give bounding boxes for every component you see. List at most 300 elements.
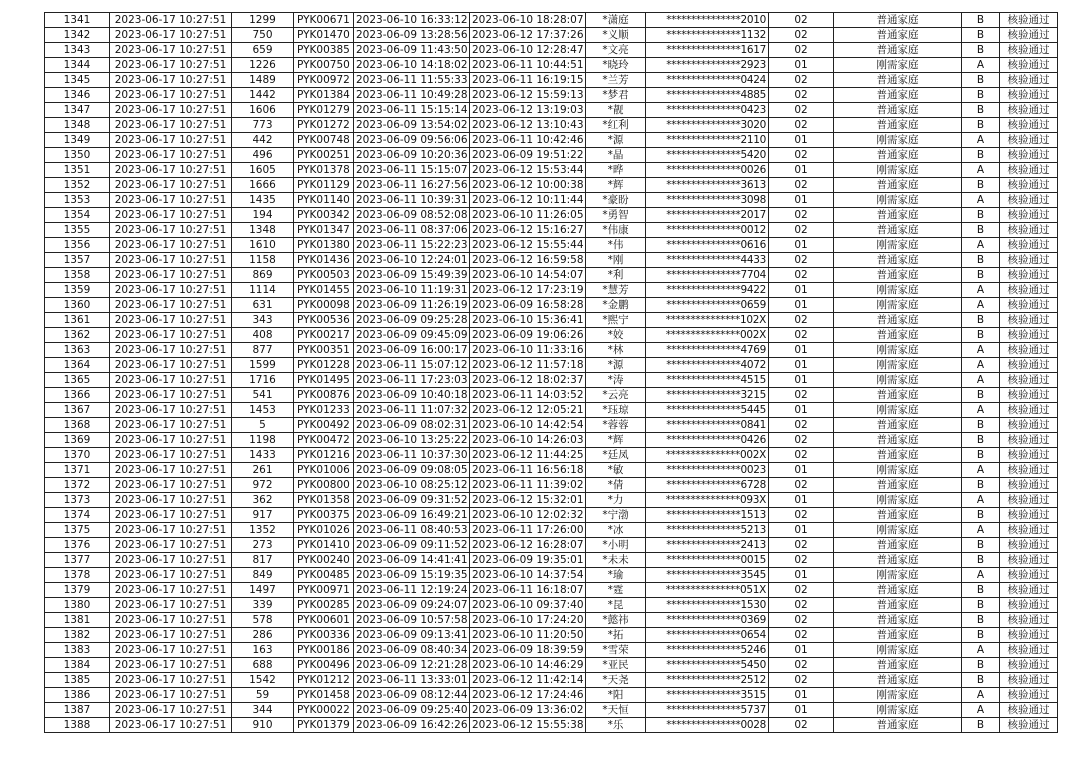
lottery-number-cell: 1606 (232, 103, 294, 118)
table-row (45, 28, 1058, 43)
id-number-cell: ***************1617 (646, 43, 769, 58)
review-time-cell: 2023-06-12 11:42:14 (470, 673, 586, 688)
applicant-name-cell: *辉 (586, 178, 646, 193)
draw-time-cell: 2023-06-17 10:27:51 (110, 223, 232, 238)
family-type-cell: 普通家庭 (834, 13, 962, 28)
verify-status-cell: 核验通过 (1000, 178, 1058, 193)
lottery-number-cell: 1442 (232, 88, 294, 103)
table-row (45, 508, 1058, 523)
application-id-cell: PYK00496 (294, 658, 354, 673)
verify-status-cell: 核验通过 (1000, 358, 1058, 373)
applicant-name-cell: *豪盼 (586, 193, 646, 208)
family-type-cell: 普通家庭 (834, 223, 962, 238)
family-type-cell: 刚需家庭 (834, 58, 962, 73)
applicant-name-cell: *晔 (586, 163, 646, 178)
submit-time-cell: 2023-06-09 09:31:52 (354, 493, 470, 508)
review-time-cell: 2023-06-11 16:56:18 (470, 463, 586, 478)
table-row (45, 493, 1058, 508)
family-type-code-cell: 01 (769, 343, 834, 358)
applicant-name-cell: *晶 (586, 148, 646, 163)
table-row (45, 118, 1058, 133)
review-time-cell: 2023-06-10 14:42:54 (470, 418, 586, 433)
row-number-cell: 1370 (45, 448, 110, 463)
group-cell: A (962, 163, 1000, 178)
row-number-cell: 1348 (45, 118, 110, 133)
draw-time-cell: 2023-06-17 10:27:51 (110, 313, 232, 328)
table-row (45, 148, 1058, 163)
applicant-name-cell: *珏琼 (586, 403, 646, 418)
group-cell: B (962, 268, 1000, 283)
review-time-cell: 2023-06-10 18:28:07 (470, 13, 586, 28)
draw-time-cell: 2023-06-17 10:27:51 (110, 193, 232, 208)
review-time-cell: 2023-06-12 11:57:18 (470, 358, 586, 373)
id-number-cell: ***************4433 (646, 253, 769, 268)
review-time-cell: 2023-06-12 11:44:25 (470, 448, 586, 463)
applicant-name-cell: *林 (586, 343, 646, 358)
draw-time-cell: 2023-06-17 10:27:51 (110, 553, 232, 568)
review-time-cell: 2023-06-09 19:35:01 (470, 553, 586, 568)
family-type-cell: 刚需家庭 (834, 688, 962, 703)
review-time-cell: 2023-06-10 09:37:40 (470, 598, 586, 613)
family-type-code-cell: 02 (769, 43, 834, 58)
row-number-cell: 1341 (45, 13, 110, 28)
draw-time-cell: 2023-06-17 10:27:51 (110, 118, 232, 133)
id-number-cell: ***************2110 (646, 133, 769, 148)
lottery-number-cell: 688 (232, 658, 294, 673)
draw-time-cell: 2023-06-17 10:27:51 (110, 613, 232, 628)
table-row (45, 718, 1058, 733)
verify-status-cell: 核验通过 (1000, 148, 1058, 163)
table-row (45, 238, 1058, 253)
review-time-cell: 2023-06-11 10:42:46 (470, 133, 586, 148)
family-type-code-cell: 02 (769, 658, 834, 673)
row-number-cell: 1351 (45, 163, 110, 178)
family-type-cell: 普通家庭 (834, 88, 962, 103)
row-number-cell: 1368 (45, 418, 110, 433)
verify-status-cell: 核验通过 (1000, 13, 1058, 28)
submit-time-cell: 2023-06-11 12:19:24 (354, 583, 470, 598)
review-time-cell: 2023-06-11 17:26:00 (470, 523, 586, 538)
applicant-name-cell: *昆 (586, 598, 646, 613)
submit-time-cell: 2023-06-09 08:02:31 (354, 418, 470, 433)
submit-time-cell: 2023-06-11 13:33:01 (354, 673, 470, 688)
family-type-code-cell: 02 (769, 598, 834, 613)
group-cell: A (962, 703, 1000, 718)
lottery-number-cell: 877 (232, 343, 294, 358)
draw-time-cell: 2023-06-17 10:27:51 (110, 523, 232, 538)
draw-time-cell: 2023-06-17 10:27:51 (110, 43, 232, 58)
table-row (45, 343, 1058, 358)
application-id-cell: PYK00748 (294, 133, 354, 148)
applicant-name-cell: *力 (586, 493, 646, 508)
verify-status-cell: 核验通过 (1000, 583, 1058, 598)
row-number-cell: 1354 (45, 208, 110, 223)
verify-status-cell: 核验通过 (1000, 418, 1058, 433)
verify-status-cell: 核验通过 (1000, 253, 1058, 268)
draw-time-cell: 2023-06-17 10:27:51 (110, 148, 232, 163)
verify-status-cell: 核验通过 (1000, 163, 1058, 178)
family-type-code-cell: 02 (769, 208, 834, 223)
review-time-cell: 2023-06-11 14:03:52 (470, 388, 586, 403)
group-cell: B (962, 583, 1000, 598)
group-cell: A (962, 403, 1000, 418)
row-number-cell: 1361 (45, 313, 110, 328)
family-type-cell: 刚需家庭 (834, 523, 962, 538)
submit-time-cell: 2023-06-09 10:57:58 (354, 613, 470, 628)
applicant-name-cell: *伟康 (586, 223, 646, 238)
row-number-cell: 1353 (45, 193, 110, 208)
submit-time-cell: 2023-06-11 08:37:06 (354, 223, 470, 238)
family-type-cell: 刚需家庭 (834, 238, 962, 253)
application-id-cell: PYK01378 (294, 163, 354, 178)
table-row (45, 598, 1058, 613)
family-type-cell: 普通家庭 (834, 658, 962, 673)
table-row (45, 253, 1058, 268)
group-cell: B (962, 73, 1000, 88)
group-cell: B (962, 418, 1000, 433)
review-time-cell: 2023-06-10 11:33:16 (470, 343, 586, 358)
application-id-cell: PYK01026 (294, 523, 354, 538)
table-row (45, 193, 1058, 208)
applicant-name-cell: *利 (586, 268, 646, 283)
submit-time-cell: 2023-06-09 14:41:41 (354, 553, 470, 568)
application-id-cell: PYK00186 (294, 643, 354, 658)
id-number-cell: ***************5246 (646, 643, 769, 658)
verify-status-cell: 核验通过 (1000, 28, 1058, 43)
review-time-cell: 2023-06-12 15:16:27 (470, 223, 586, 238)
submit-time-cell: 2023-06-09 09:45:09 (354, 328, 470, 343)
row-number-cell: 1385 (45, 673, 110, 688)
table-row (45, 103, 1058, 118)
table-row (45, 643, 1058, 658)
application-id-cell: PYK00098 (294, 298, 354, 313)
family-type-cell: 刚需家庭 (834, 358, 962, 373)
group-cell: B (962, 658, 1000, 673)
review-time-cell: 2023-06-10 14:54:07 (470, 268, 586, 283)
submit-time-cell: 2023-06-09 13:54:02 (354, 118, 470, 133)
verify-status-cell: 核验通过 (1000, 313, 1058, 328)
table-row (45, 163, 1058, 178)
family-type-cell: 刚需家庭 (834, 493, 962, 508)
id-number-cell: ***************3020 (646, 118, 769, 133)
lottery-number-cell: 1198 (232, 433, 294, 448)
applicant-name-cell: *金鹏 (586, 298, 646, 313)
table-row (45, 658, 1058, 673)
submit-time-cell: 2023-06-11 15:15:07 (354, 163, 470, 178)
id-number-cell: ***************0616 (646, 238, 769, 253)
draw-time-cell: 2023-06-17 10:27:51 (110, 28, 232, 43)
draw-time-cell: 2023-06-17 10:27:51 (110, 58, 232, 73)
id-number-cell: ***************2512 (646, 673, 769, 688)
family-type-cell: 普通家庭 (834, 448, 962, 463)
submit-time-cell: 2023-06-09 09:24:07 (354, 598, 470, 613)
row-number-cell: 1380 (45, 598, 110, 613)
draw-time-cell: 2023-06-17 10:27:51 (110, 13, 232, 28)
group-cell: B (962, 148, 1000, 163)
table-row (45, 208, 1058, 223)
application-id-cell: PYK01140 (294, 193, 354, 208)
verify-status-cell: 核验通过 (1000, 553, 1058, 568)
family-type-cell: 普通家庭 (834, 118, 962, 133)
id-number-cell: ***************0012 (646, 223, 769, 238)
review-time-cell: 2023-06-12 17:37:26 (470, 28, 586, 43)
submit-time-cell: 2023-06-11 10:39:31 (354, 193, 470, 208)
group-cell: A (962, 493, 1000, 508)
family-type-code-cell: 02 (769, 178, 834, 193)
lottery-number-cell: 578 (232, 613, 294, 628)
application-id-cell: PYK01279 (294, 103, 354, 118)
application-id-cell: PYK01495 (294, 373, 354, 388)
draw-time-cell: 2023-06-17 10:27:51 (110, 658, 232, 673)
draw-time-cell: 2023-06-17 10:27:51 (110, 673, 232, 688)
family-type-cell: 刚需家庭 (834, 643, 962, 658)
verify-status-cell: 核验通过 (1000, 703, 1058, 718)
group-cell: B (962, 223, 1000, 238)
group-cell: B (962, 388, 1000, 403)
family-type-code-cell: 02 (769, 103, 834, 118)
application-id-cell: PYK00251 (294, 148, 354, 163)
id-number-cell: ***************3215 (646, 388, 769, 403)
application-id-cell: PYK00971 (294, 583, 354, 598)
draw-time-cell: 2023-06-17 10:27:51 (110, 373, 232, 388)
group-cell: A (962, 643, 1000, 658)
family-type-code-cell: 02 (769, 388, 834, 403)
application-id-cell: PYK01228 (294, 358, 354, 373)
group-cell: B (962, 433, 1000, 448)
group-cell: A (962, 523, 1000, 538)
group-cell: B (962, 538, 1000, 553)
application-id-cell: PYK00750 (294, 58, 354, 73)
row-number-cell: 1374 (45, 508, 110, 523)
draw-time-cell: 2023-06-17 10:27:51 (110, 433, 232, 448)
review-time-cell: 2023-06-10 11:20:50 (470, 628, 586, 643)
family-type-cell: 刚需家庭 (834, 343, 962, 358)
lottery-number-cell: 869 (232, 268, 294, 283)
applicant-name-cell: *熙宁 (586, 313, 646, 328)
submit-time-cell: 2023-06-09 11:26:19 (354, 298, 470, 313)
application-id-cell: PYK00876 (294, 388, 354, 403)
review-time-cell: 2023-06-10 14:37:54 (470, 568, 586, 583)
table-row (45, 268, 1058, 283)
verify-status-cell: 核验通过 (1000, 718, 1058, 733)
submit-time-cell: 2023-06-09 12:21:28 (354, 658, 470, 673)
id-number-cell: ***************4769 (646, 343, 769, 358)
submit-time-cell: 2023-06-09 09:08:05 (354, 463, 470, 478)
draw-time-cell: 2023-06-17 10:27:51 (110, 103, 232, 118)
lottery-number-cell: 910 (232, 718, 294, 733)
family-type-code-cell: 02 (769, 538, 834, 553)
table-row (45, 313, 1058, 328)
applicant-name-cell: *懿祎 (586, 613, 646, 628)
applicant-name-cell: *梦君 (586, 88, 646, 103)
review-time-cell: 2023-06-12 16:59:58 (470, 253, 586, 268)
lottery-number-cell: 344 (232, 703, 294, 718)
id-number-cell: ***************3545 (646, 568, 769, 583)
verify-status-cell: 核验通过 (1000, 568, 1058, 583)
draw-time-cell: 2023-06-17 10:27:51 (110, 328, 232, 343)
table-row (45, 688, 1058, 703)
draw-time-cell: 2023-06-17 10:27:51 (110, 463, 232, 478)
id-number-cell: ***************002X (646, 448, 769, 463)
row-number-cell: 1363 (45, 343, 110, 358)
row-number-cell: 1364 (45, 358, 110, 373)
applicant-name-cell: *文亮 (586, 43, 646, 58)
row-number-cell: 1356 (45, 238, 110, 253)
review-time-cell: 2023-06-12 17:23:19 (470, 283, 586, 298)
draw-time-cell: 2023-06-17 10:27:51 (110, 448, 232, 463)
application-id-cell: PYK00217 (294, 328, 354, 343)
lottery-number-cell: 849 (232, 568, 294, 583)
draw-time-cell: 2023-06-17 10:27:51 (110, 568, 232, 583)
lottery-number-cell: 750 (232, 28, 294, 43)
table-row (45, 613, 1058, 628)
id-number-cell: ***************2923 (646, 58, 769, 73)
draw-time-cell: 2023-06-17 10:27:51 (110, 598, 232, 613)
review-time-cell: 2023-06-11 16:19:15 (470, 73, 586, 88)
row-number-cell: 1360 (45, 298, 110, 313)
family-type-cell: 普通家庭 (834, 148, 962, 163)
submit-time-cell: 2023-06-09 08:40:34 (354, 643, 470, 658)
row-number-cell: 1349 (45, 133, 110, 148)
family-type-cell: 刚需家庭 (834, 298, 962, 313)
verify-status-cell: 核验通过 (1000, 493, 1058, 508)
verify-status-cell: 核验通过 (1000, 238, 1058, 253)
group-cell: B (962, 118, 1000, 133)
submit-time-cell: 2023-06-09 10:40:18 (354, 388, 470, 403)
family-type-code-cell: 02 (769, 328, 834, 343)
row-number-cell: 1352 (45, 178, 110, 193)
draw-time-cell: 2023-06-17 10:27:51 (110, 253, 232, 268)
group-cell: B (962, 478, 1000, 493)
lottery-number-cell: 541 (232, 388, 294, 403)
row-number-cell: 1371 (45, 463, 110, 478)
applicant-name-cell: *天恒 (586, 703, 646, 718)
id-number-cell: ***************7704 (646, 268, 769, 283)
family-type-code-cell: 01 (769, 568, 834, 583)
family-type-code-cell: 02 (769, 553, 834, 568)
row-number-cell: 1359 (45, 283, 110, 298)
family-type-cell: 普通家庭 (834, 538, 962, 553)
row-number-cell: 1358 (45, 268, 110, 283)
table-row (45, 673, 1058, 688)
applicant-name-cell: *宁渤 (586, 508, 646, 523)
application-id-cell: PYK01347 (294, 223, 354, 238)
lottery-number-cell: 163 (232, 643, 294, 658)
row-number-cell: 1346 (45, 88, 110, 103)
family-type-cell: 刚需家庭 (834, 163, 962, 178)
lottery-number-cell: 1433 (232, 448, 294, 463)
verify-status-cell: 核验通过 (1000, 328, 1058, 343)
family-type-code-cell: 01 (769, 688, 834, 703)
family-type-cell: 普通家庭 (834, 253, 962, 268)
review-time-cell: 2023-06-12 10:11:44 (470, 193, 586, 208)
applicant-name-cell: *靓 (586, 103, 646, 118)
row-number-cell: 1386 (45, 688, 110, 703)
table-row (45, 133, 1058, 148)
id-number-cell: ***************4072 (646, 358, 769, 373)
family-type-code-cell: 01 (769, 373, 834, 388)
verify-status-cell: 核验通过 (1000, 403, 1058, 418)
lottery-number-cell: 1348 (232, 223, 294, 238)
family-type-cell: 普通家庭 (834, 73, 962, 88)
verify-status-cell: 核验通过 (1000, 118, 1058, 133)
review-time-cell: 2023-06-12 15:53:44 (470, 163, 586, 178)
review-time-cell: 2023-06-10 12:02:32 (470, 508, 586, 523)
applicant-name-cell: *瑜 (586, 568, 646, 583)
applicant-name-cell: *源 (586, 133, 646, 148)
verify-status-cell: 核验通过 (1000, 343, 1058, 358)
verify-status-cell: 核验通过 (1000, 208, 1058, 223)
group-cell: B (962, 328, 1000, 343)
id-number-cell: ***************5450 (646, 658, 769, 673)
lottery-number-cell: 1489 (232, 73, 294, 88)
row-number-cell: 1367 (45, 403, 110, 418)
family-type-cell: 普通家庭 (834, 28, 962, 43)
verify-status-cell: 核验通过 (1000, 103, 1058, 118)
application-id-cell: PYK00503 (294, 268, 354, 283)
lottery-number-cell: 59 (232, 688, 294, 703)
application-id-cell: PYK01384 (294, 88, 354, 103)
table-row (45, 358, 1058, 373)
lottery-number-cell: 817 (232, 553, 294, 568)
lottery-number-cell: 773 (232, 118, 294, 133)
lottery-number-cell: 1226 (232, 58, 294, 73)
family-type-code-cell: 01 (769, 283, 834, 298)
draw-time-cell: 2023-06-17 10:27:51 (110, 403, 232, 418)
lottery-number-cell: 1542 (232, 673, 294, 688)
row-number-cell: 1365 (45, 373, 110, 388)
draw-time-cell: 2023-06-17 10:27:51 (110, 493, 232, 508)
table-row (45, 478, 1058, 493)
group-cell: B (962, 13, 1000, 28)
lottery-number-cell: 362 (232, 493, 294, 508)
family-type-code-cell: 01 (769, 463, 834, 478)
group-cell: A (962, 193, 1000, 208)
lottery-number-cell: 5 (232, 418, 294, 433)
draw-time-cell: 2023-06-17 10:27:51 (110, 478, 232, 493)
draw-time-cell: 2023-06-17 10:27:51 (110, 688, 232, 703)
group-cell: A (962, 373, 1000, 388)
table-row (45, 223, 1058, 238)
table-row (45, 583, 1058, 598)
review-time-cell: 2023-06-12 15:55:44 (470, 238, 586, 253)
family-type-code-cell: 01 (769, 238, 834, 253)
group-cell: B (962, 88, 1000, 103)
verify-status-cell: 核验通过 (1000, 478, 1058, 493)
group-cell: A (962, 688, 1000, 703)
family-type-code-cell: 01 (769, 643, 834, 658)
id-number-cell: ***************051X (646, 583, 769, 598)
row-number-cell: 1344 (45, 58, 110, 73)
id-number-cell: ***************5737 (646, 703, 769, 718)
application-id-cell: PYK00022 (294, 703, 354, 718)
family-type-cell: 普通家庭 (834, 208, 962, 223)
verify-status-cell: 核验通过 (1000, 283, 1058, 298)
family-type-cell: 刚需家庭 (834, 283, 962, 298)
review-time-cell: 2023-06-09 16:58:28 (470, 298, 586, 313)
submit-time-cell: 2023-06-09 08:52:08 (354, 208, 470, 223)
family-type-code-cell: 02 (769, 268, 834, 283)
application-id-cell: PYK00472 (294, 433, 354, 448)
lottery-number-cell: 343 (232, 313, 294, 328)
id-number-cell: ***************1132 (646, 28, 769, 43)
group-cell: B (962, 448, 1000, 463)
review-time-cell: 2023-06-12 13:19:03 (470, 103, 586, 118)
id-number-cell: ***************102X (646, 313, 769, 328)
family-type-cell: 普通家庭 (834, 718, 962, 733)
group-cell: B (962, 178, 1000, 193)
group-cell: B (962, 553, 1000, 568)
